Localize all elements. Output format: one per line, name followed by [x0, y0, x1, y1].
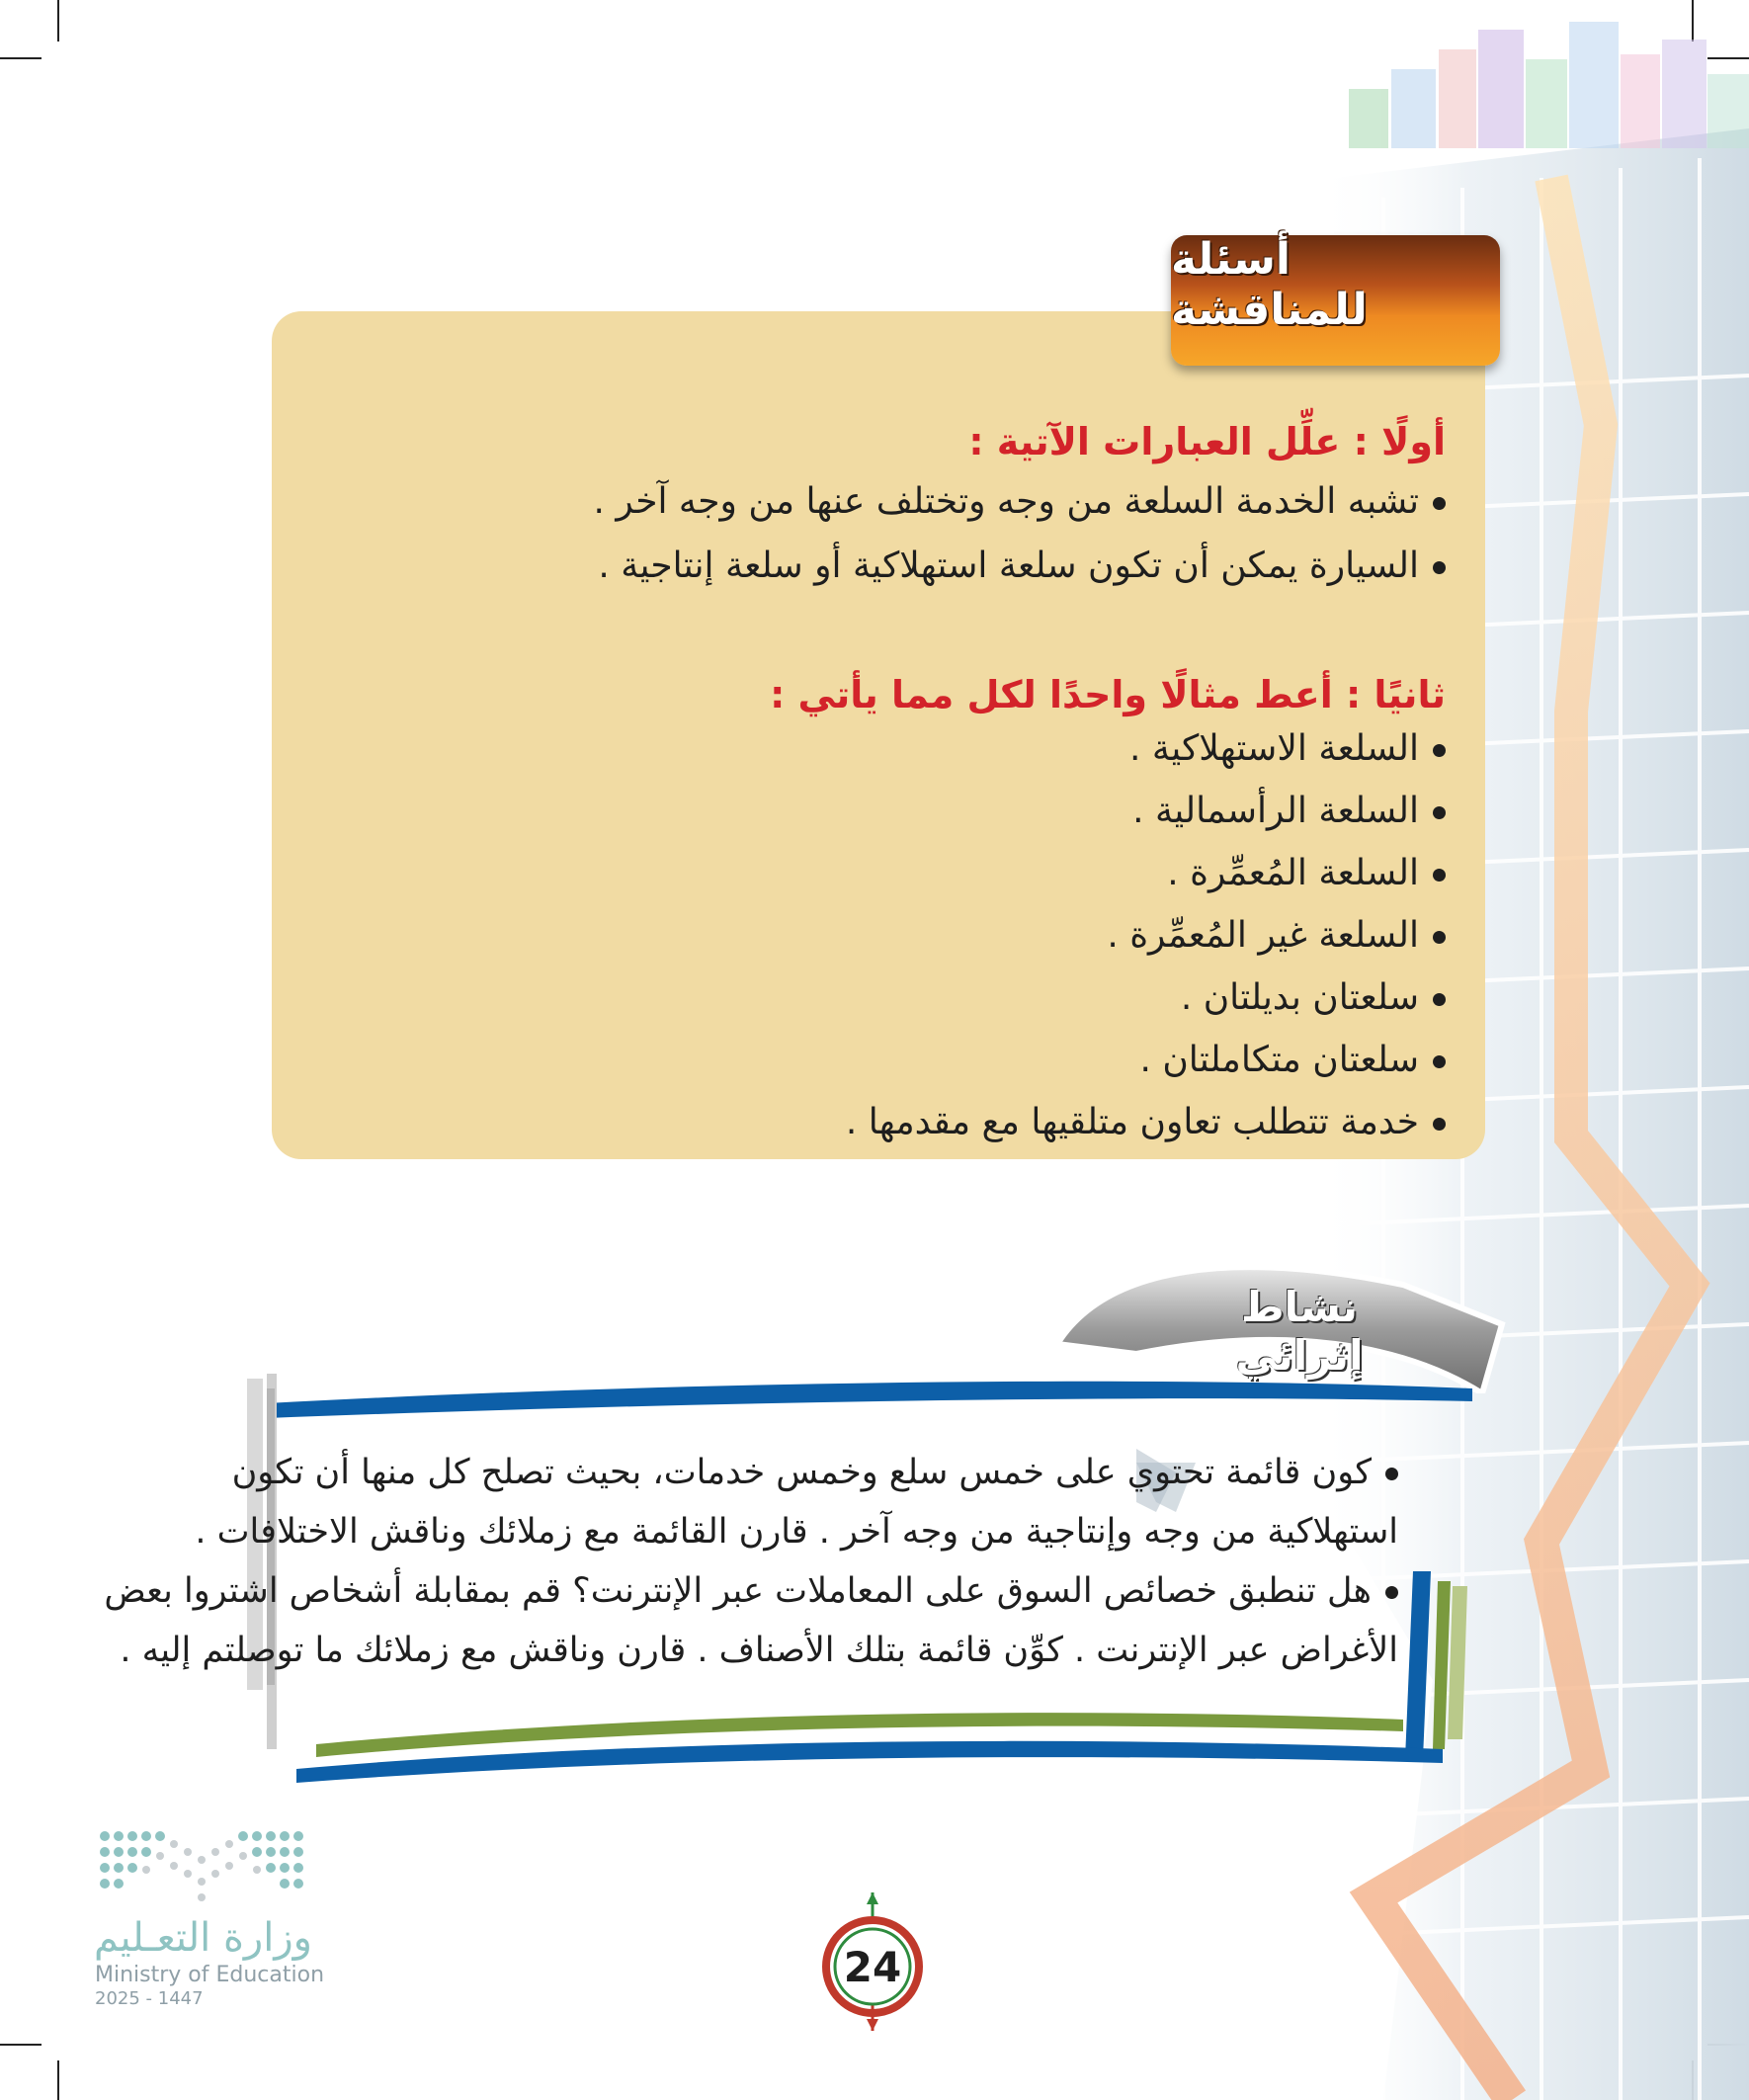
crop-mark [0, 2044, 42, 2046]
ministry-logo-icon [95, 1826, 312, 1905]
bullet-icon [1433, 1055, 1446, 1068]
list-item-text: تشبه الخدمة السلعة من وجه وتختلف عنها من وجه آخر . [593, 481, 1419, 522]
list-item-text: سلعتان متكاملتان . [1139, 1040, 1419, 1080]
activity-text-block [104, 1453, 1398, 1729]
discussion-title-tab [1171, 235, 1500, 366]
bullet-icon [1433, 806, 1446, 819]
bullet-icon [1433, 744, 1446, 757]
crop-mark [0, 57, 42, 59]
list-item [1139, 1040, 1446, 1080]
page-number: 24 [843, 1942, 902, 1991]
activity-line-text: استهلاكية من وجه وإنتاجية من وجه آخر . قارن القائمة مع زملائك وناقش الاختلافات . [195, 1512, 1398, 1552]
discussion-title: أسئلة للمناقشة [1171, 234, 1368, 335]
list-item [1167, 853, 1446, 893]
bullet-icon [1433, 993, 1446, 1006]
bullet-icon [1385, 1468, 1398, 1480]
bullet-icon [1385, 1586, 1398, 1599]
activity-line [120, 1631, 1398, 1670]
crop-mark [57, 0, 59, 42]
second-question-heading: ثانيًا : أعط مثالًا واحدًا لكل مما يأتي : [770, 673, 1446, 716]
activity-line-text: هل تنطبق خصائص السوق على المعاملات عبر الإنترنت؟ قم بمقابلة أشخاص اشتروا بعض [104, 1571, 1372, 1611]
list-item [598, 546, 1446, 586]
list-item [1181, 977, 1446, 1018]
list-item [846, 1102, 1446, 1142]
list-item-text: السلعة الاستهلاكية . [1129, 728, 1419, 769]
activity-line [195, 1512, 1398, 1552]
list-item-text: سلعتان بديلتان . [1180, 977, 1419, 1018]
list-item [593, 481, 1446, 522]
ministry-name-english: Ministry of Education [95, 1963, 325, 1987]
list-item [1129, 728, 1446, 769]
bullet-icon [1433, 1118, 1446, 1131]
edition-year: 2025 - 1447 [95, 1988, 204, 2009]
bullet-icon [1433, 561, 1446, 574]
list-item-text: السلعة غير المُعمِّرة . [1107, 915, 1419, 956]
activity-line [104, 1571, 1398, 1611]
crop-mark [57, 2060, 59, 2100]
bullet-icon [1433, 497, 1446, 510]
list-item-text: السيارة يمكن أن تكون سلعة استهلاكية أو سلعة إنتاجية . [598, 546, 1419, 586]
activity-line-text: كون قائمة تحتوي على خمس سلع وخمس خدمات، بحيث تصلح كل منها أن تكون [231, 1453, 1372, 1492]
bullet-icon [1433, 869, 1446, 882]
list-item-text: السلعة الرأسمالية . [1132, 791, 1419, 831]
list-item-text: خدمة تتطلب تعاون متلقيها مع مقدمها . [845, 1102, 1419, 1142]
discussion-box [272, 311, 1485, 1159]
activity-line [232, 1453, 1398, 1492]
activity-title: نشاط إثرائي [1235, 1283, 1364, 1380]
first-question-heading: أولًا : علِّل العبارات الآتية : [968, 420, 1446, 463]
bullet-icon [1433, 931, 1446, 944]
list-item-text: السلعة المُعمِّرة . [1167, 853, 1419, 893]
ministry-name-arabic: وزارة التعـليم [93, 1915, 312, 1961]
list-item [1107, 915, 1446, 956]
list-item [1132, 791, 1446, 831]
activity-line-text: الأغراض عبر الإنترنت . كوِّن قائمة بتلك الأصناف . قارن وناقش مع زملائك ما توصلتم إليه . [120, 1631, 1398, 1670]
